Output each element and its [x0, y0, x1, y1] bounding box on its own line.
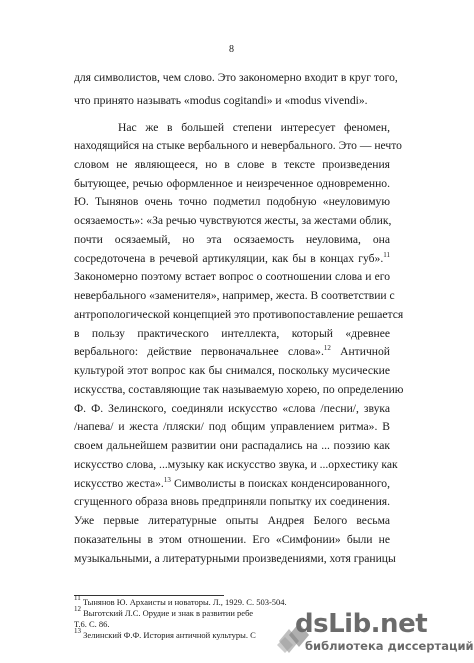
- footnote-text: Тынянов Ю. Архаисты и новаторы. Л., 1929. С. 503-504.: [82, 597, 287, 607]
- body-line: Ф. Ф. Зелинского, соединяли искусство «слова /песни/, звука: [74, 402, 390, 415]
- watermark: [275, 603, 474, 655]
- body-line-text: вербального: действие первоначальнее слова».: [74, 345, 324, 358]
- body-line: бытующее, речью оформленное и неизреченное одновременно.: [74, 177, 390, 190]
- body-line-tail: Античной: [330, 345, 390, 358]
- body-line: находящийся на стыке вербального и невербального. Это — нечто: [74, 139, 402, 152]
- body-line: словом не являющееся, но в слове в тексте произведения: [74, 158, 390, 171]
- page-number: 8: [229, 44, 234, 55]
- body-line: музыкальными, а литературными произведениями, хотя границы: [74, 552, 396, 565]
- footnote-11: [74, 594, 287, 608]
- watermark-brand: dsLib.net: [295, 609, 428, 639]
- footnote-ref-11[interactable]: 11: [383, 251, 390, 259]
- watermark-subtitle: библиотека диссертаций: [305, 639, 474, 653]
- footnote-text: Зелинский Ф.Ф. История античной культуры. С: [83, 630, 256, 640]
- body-line-text: сосредоточена в речевой артикуляции, как бы в концах губ».: [74, 252, 384, 265]
- footnote-text: Выготский Л.С. Орудие и знак в развитии ребе: [83, 608, 254, 618]
- body-line: искусства, составляющие так называемую хорею, по определению: [74, 383, 404, 396]
- body-line: в пользу практического интеллекта, который «древнее: [74, 327, 390, 340]
- body-line: Нас же в большей степени интересует феномен,: [118, 121, 390, 134]
- body-line: осязаемость»: «За речью чувствуются жесты, за жестами облик,: [74, 214, 392, 227]
- body-line: [74, 475, 390, 492]
- footnote-number: 13: [74, 627, 81, 635]
- footnote-12-continued: Т.6. С. 86.: [74, 619, 110, 629]
- body-line: что принято называть «modus cogitandi» и «modus vivendi».: [74, 94, 368, 107]
- body-line-tail: Символисты в поисках конденсированного,: [170, 477, 390, 490]
- body-line-text: искусство жеста».: [74, 477, 164, 490]
- body-line: Закономерно поэтому встает вопрос о соотношении слова и его: [74, 270, 390, 283]
- body-line: Уже первые литературные опыты Андрея Белого весьма: [74, 514, 390, 527]
- body-line: культурой этот вопрос как бы снимался, поскольку мусические: [74, 364, 390, 377]
- body-line: [74, 343, 390, 360]
- body-line: почти осязаемый, но эта осязаемость неуловима, она: [74, 233, 390, 246]
- footnote-number: 12: [74, 605, 81, 613]
- footnote-ref-12[interactable]: 12: [323, 344, 331, 352]
- body-line: Ю. Тынянов очень точно подметил подобную «неуловимую: [74, 195, 390, 208]
- body-line: своем дальнейшем развитии они распадались на ... поэзию как: [74, 439, 390, 452]
- body-line: /напева/ и жеста /пляски/ под общим управлением ритма». В: [74, 420, 390, 433]
- footnote-number: 11: [74, 594, 81, 602]
- body-line: сгущенного образа вновь предприняли попытку их соединения.: [74, 495, 390, 508]
- footnote-13: [74, 627, 256, 641]
- body-line: показательны в этом отношении. Его «Симфонии» были не: [74, 533, 390, 546]
- footnote-12: [74, 605, 254, 619]
- body-line: искусство слова, ...музыку как искусство звука, и ...орхестику как: [74, 458, 398, 471]
- body-line: для символистов, чем слово. Это закономерно входит в круг того,: [74, 71, 398, 84]
- footnote-ref-13[interactable]: 13: [163, 476, 171, 484]
- body-line: антропологической концепцией это противопоставление решается: [74, 308, 404, 321]
- body-line: [74, 250, 390, 267]
- body-line: невербального «заменителя», например, жеста. В соответствии с: [74, 289, 395, 302]
- footnote-divider: [74, 595, 224, 596]
